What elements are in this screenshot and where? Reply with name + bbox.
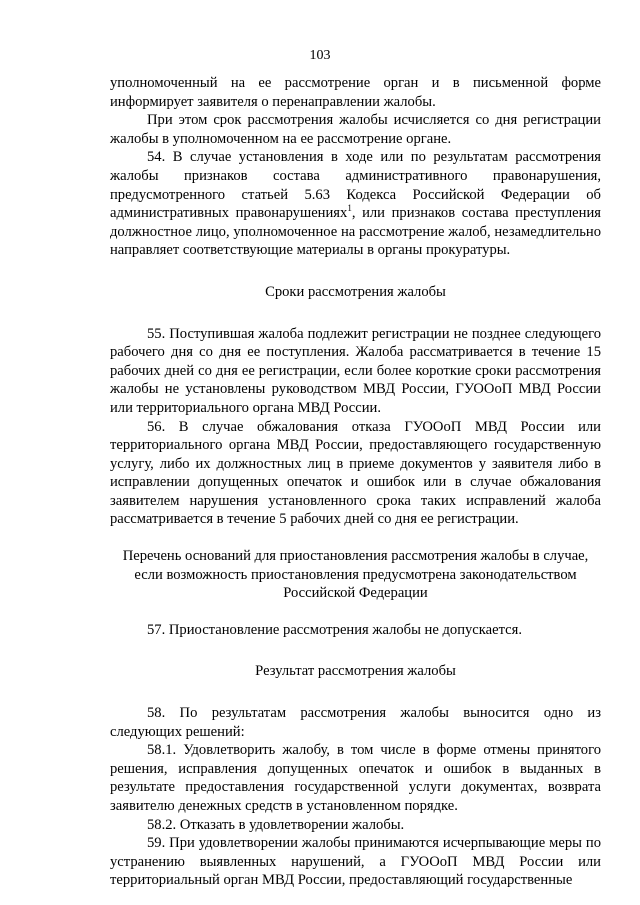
paragraph-54 [110, 148, 601, 260]
paragraph-58-2: 58.2. Отказать в удовлетворении жалобы. [147, 816, 405, 833]
spacer [110, 260, 601, 283]
paragraph-redirect-notice: уполномоченный на ее рассмотрение орган и в письменной форме информирует заявителя о перенаправлении жалобы. [110, 75, 601, 110]
spacer [110, 529, 601, 547]
footnote-mark: 1 [347, 203, 352, 214]
page-number: 103 [309, 48, 331, 63]
section-heading-result: Результат рассмотрения жалобы [255, 663, 456, 680]
document-body [110, 74, 601, 890]
paragraph-58: 58. По результатам рассмотрения жалобы выносится одно из следующих решений: [110, 705, 601, 740]
paragraph-55: 55. Поступившая жалоба подлежит регистрации не позднее следующего рабочего дня со дня ее поступления. Жалоба рассматривается в течение 15 рабочих дней со дня ее регистрации, если более короткие сроки рассмотрения жалобы не установлены руководством МВД России, ГУООоП МВД России или территориального органа МВД России. [110, 325, 601, 416]
spacer [110, 302, 601, 325]
paragraph-term-calculation: При этом срок рассмотрения жалобы исчисляется со дня регистрации жалобы в уполномоченном на ее рассмотрение органе. [110, 112, 601, 147]
spacer [110, 681, 601, 704]
spacer [110, 639, 601, 662]
paragraph-57: 57. Приостановление рассмотрения жалобы не допускается. [147, 621, 523, 638]
paragraph-59: 59. При удовлетворении жалобы принимаются исчерпывающие меры по устранению выявленных нарушений, а ГУООоП МВД России или территориальный орган МВД России, предоставляющий государственные [110, 835, 601, 889]
spacer [110, 603, 601, 621]
paragraph-54-text-start: 54. В случае установления в ходе или по результатам рассмотрения жалобы признаков состава административного правонарушения, предусмотренного статьей 5.63 Кодекса Российской Федерации об административных правонарушениях [110, 149, 601, 222]
paragraph-54-text-end: , или признаков состава преступления должностное лицо, уполномоченное на рассмотрение жалоб, незамедлительно направляет соответствующие материалы в органы прокуратуры. [110, 205, 601, 259]
section-heading-suspension: Перечень оснований для приостановления рассмотрения жалобы в случае, если возможность приостановления предусмотрена законодательством Российской Федерации [122, 548, 589, 602]
paragraph-56: 56. В случае обжалования отказа ГУООоП МВД России или территориального органа МВД России, предоставляющего государственную услугу, либо их должностных лиц в приеме документов у заявителя либо в исправлении допущенных опечаток и ошибок или в случае обжалования заявителем нарушения установленного срока таких исправлений жалоба рассматривается в течение 5 рабочих дней со дня ее регистрации. [110, 418, 601, 528]
paragraph-58-1: 58.1. Удовлетворить жалобу, в том числе в форме отмены принятого решения, исправления допущенных опечаток и ошибок в выданных в результате предоставления государственной услуги документах, возврата заявителю денежных средств в установленном порядке. [110, 742, 601, 814]
section-heading-terms: Сроки рассмотрения жалобы [265, 283, 446, 300]
